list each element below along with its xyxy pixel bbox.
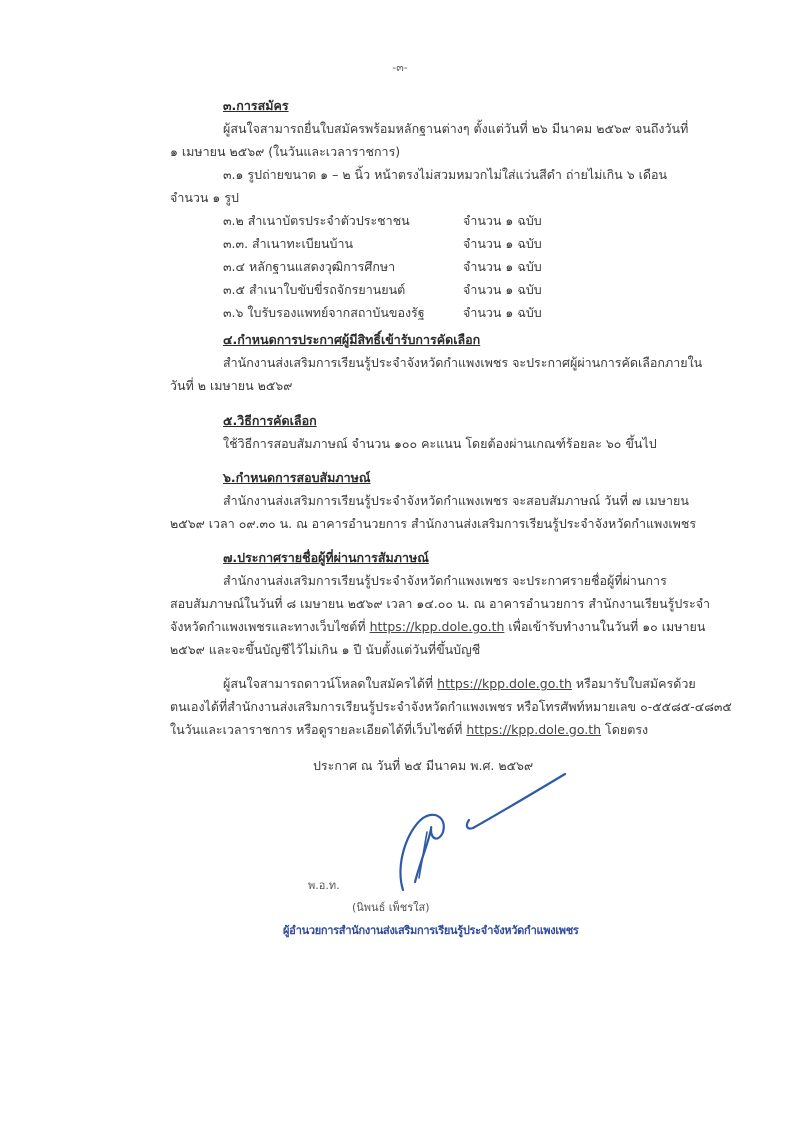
signatory-title: ผู้อำนวยการสำนักงานส่งเสริมการเรียนรู้ประจำจังหวัดกำแพงเพชร xyxy=(283,924,579,937)
section5-line1: ใช้วิธีการสอบสัมภาษณ์ จำนวน ๑๐๐ คะแนน โดยต้องผ่านเกณฑ์ร้อยละ ๖๐ ขึ้นไป xyxy=(223,436,657,451)
download-link[interactable]: https://kpp.dole.go.th xyxy=(437,676,572,691)
requirement-label: ๓.๓. สำเนาทะเบียนบ้าน xyxy=(223,236,354,251)
signatory-name: (นิพนธ์ เพ็ชรใส) xyxy=(352,901,430,914)
section4-line1: สำนักงานส่งเสริมการเรียนรู้ประจำจังหวัดกำแพงเพชร จะประกาศผู้ผ่านการคัดเลือกภายใน xyxy=(223,355,703,370)
requirement-item xyxy=(223,212,723,230)
section7-line3 xyxy=(170,618,705,636)
website-link[interactable]: https://kpp.dole.go.th xyxy=(369,619,505,634)
requirement-qty: จำนวน ๑ ฉบับ xyxy=(463,282,542,297)
requirement-label: ๓.๕ สำเนาใบขับขี่รถจักรยานยนต์ xyxy=(223,282,406,297)
requirement-item xyxy=(223,235,723,253)
section7-line1: สำนักงานส่งเสริมการเรียนรู้ประจำจังหวัดกำแพงเพชร จะประกาศรายชื่อผู้ที่ผ่านการ xyxy=(223,573,667,588)
section3-para-line2: ๑ เมษายน ๒๕๖๙ (ในวันและเวลาราชการ) xyxy=(170,144,401,159)
section7-line3-text: จังหวัดกำแพงเพชรและทางเว็บไซต์ที่ xyxy=(170,619,370,634)
signature-icon xyxy=(395,770,595,910)
requirement-label: ๓.๒ สำเนาบัตรประจำตัวประชาชน xyxy=(223,213,410,228)
section5-heading: ๕.วิธีการคัดเลือก xyxy=(223,413,317,428)
section4-heading: ๔.กำหนดการประกาศผู้มีสิทธิ์เข้ารับการคัดเลือก xyxy=(223,332,481,347)
section7-line4: ๒๕๖๙ และจะขึ้นบัญชีไว้ไม่เกิน ๑ ปี นับตั้งแต่วันที่ขึ้นบัญชี xyxy=(170,642,481,657)
contact-line2: ตนเองได้ที่สำนักงานส่งเสริมการเรียนรู้ประจำจังหวัดกำแพงเพชร หรือโทรศัพท์หมายเลข ๐-๕๕๘๕-๔๘๓๕ xyxy=(170,699,732,714)
contact-line1-text: ผู้สนใจสามารถดาวน์โหลดใบสมัครได้ที่ xyxy=(223,676,438,691)
section4-line2: วันที่ ๒ เมษายน ๒๕๖๙ xyxy=(170,378,293,393)
requirement-qty: จำนวน ๑ ฉบับ xyxy=(463,213,542,228)
announcement-date: ประกาศ ณ วันที่ ๒๕ มีนาคม พ.ศ. ๒๕๖๙ xyxy=(313,758,534,773)
requirement-qty: จำนวน ๑ ฉบับ xyxy=(463,236,542,251)
page-number: -๓- xyxy=(392,61,408,74)
contact-line3-post: โดยตรง xyxy=(601,722,649,737)
requirement-item xyxy=(223,304,723,322)
requirement-item xyxy=(223,258,723,276)
requirement-label: ๓.๖ ใบรับรองแพทย์จากสถาบันของรัฐ xyxy=(223,305,425,320)
section3-para-line1: ผู้สนใจสามารถยื่นใบสมัครพร้อมหลักฐานต่างๆ ตั้งแต่วันที่ ๒๖ มีนาคม ๒๕๖๙ จนถึงวันที่ xyxy=(223,121,689,136)
contact-line1-post: หรือมารับใบสมัครด้วย xyxy=(571,676,696,691)
contact-line3 xyxy=(170,721,648,739)
section7-line2: สอบสัมภาษณ์ในวันที่ ๘ เมษายน ๒๕๖๙ เวลา ๑๔.๐๐ น. ณ อาคารอำนวยการ สำนักงานเรียนรู้ประจำ xyxy=(170,596,711,611)
section3-heading: ๓.การสมัคร xyxy=(223,98,289,113)
requirement-label: ๓.๔ หลักฐานแสดงวุฒิการศึกษา xyxy=(223,259,396,274)
contact-line3-text: ในวันและเวลาราชการ หรือดูรายละเอียดได้ที่เว็บไซต์ที่ xyxy=(170,722,467,737)
signatory-rank: พ.อ.ท. xyxy=(308,879,340,892)
requirement-item xyxy=(223,281,723,299)
section7-line3-post: เพื่อเข้ารับทำงานในวันที่ ๑๐ เมษายน xyxy=(504,619,706,634)
section7-heading: ๗.ประกาศรายชื่อผู้ที่ผ่านการสัมภาษณ์ xyxy=(223,550,429,565)
section6-line1: สำนักงานส่งเสริมการเรียนรู้ประจำจังหวัดกำแพงเพชร จะสอบสัมภาษณ์ วันที่ ๗ เมษายน xyxy=(223,493,689,508)
section3-item1-line1: ๓.๑ รูปถ่ายขนาด ๑ – ๒ นิ้ว หน้าตรงไม่สวมหมวกไม่ใส่แว่นสีดำ ถ่ายไม่เกิน ๖ เดือน xyxy=(223,167,668,182)
requirement-qty: จำนวน ๑ ฉบับ xyxy=(463,305,542,320)
section6-heading: ๖.กำหนดการสอบสัมภาษณ์ xyxy=(223,470,371,485)
section3-item1-line2: จำนวน ๑ รูป xyxy=(170,190,239,205)
contact-line1 xyxy=(223,675,696,693)
requirement-qty: จำนวน ๑ ฉบับ xyxy=(463,259,542,274)
details-link[interactable]: https://kpp.dole.go.th xyxy=(466,722,602,737)
section6-line2: ๒๕๖๙ เวลา ๐๙.๓๐ น. ณ อาคารอำนวยการ สำนักงานส่งเสริมการเรียนรู้ประจำจังหวัดกำแพงเพชร xyxy=(170,516,697,531)
